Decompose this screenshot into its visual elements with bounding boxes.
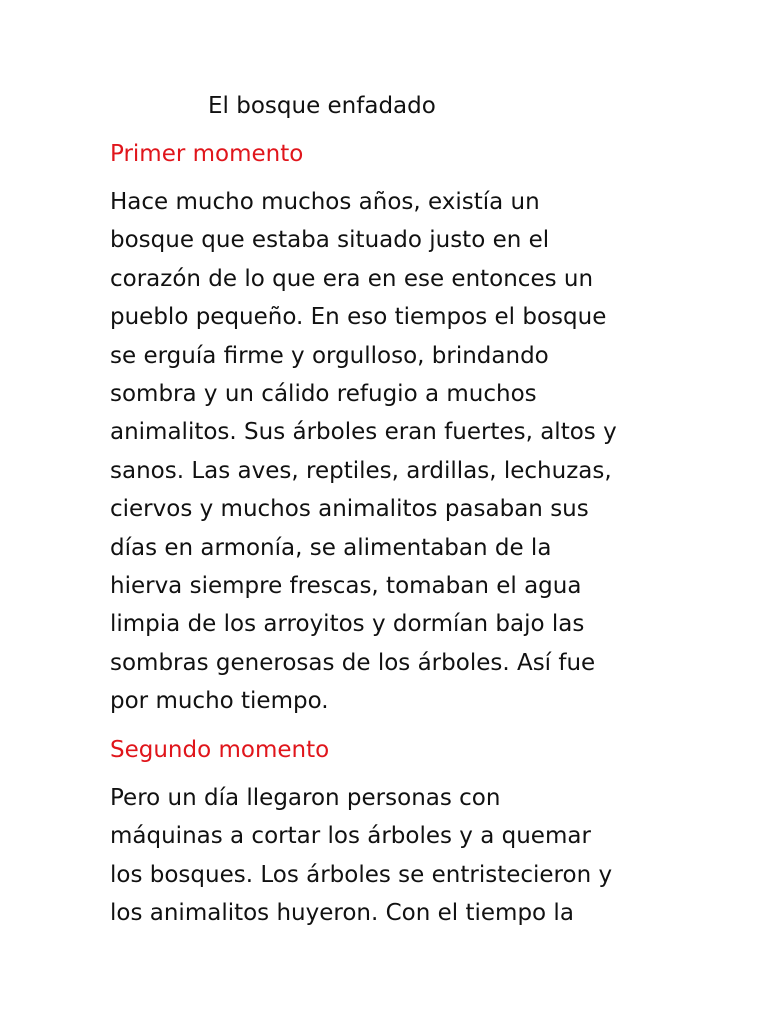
paragraph-line: se erguía firme y orgulloso, brindando (110, 342, 549, 369)
section-paragraph-segundo-momento (110, 782, 670, 936)
paragraph-line: hierva siempre frescas, tomaban el agua (110, 572, 582, 599)
paragraph-line: ciervos y muchos animalitos pasaban sus (110, 496, 589, 523)
paragraph-line: sombras generosas de los árboles. Así fue (110, 649, 596, 676)
paragraph-line: por mucho tiempo. (110, 688, 329, 715)
document-title: El bosque enfadado (208, 93, 436, 119)
section-heading-segundo-momento: Segundo momento (110, 737, 330, 763)
paragraph-line: bosque que estaba situado justo en el (110, 227, 550, 254)
paragraph-line: corazón de lo que era en ese entonces un (110, 265, 594, 292)
paragraph-line: máquinas a cortar los árboles y a quemar (110, 823, 591, 850)
paragraph-line: Hace mucho muchos años, existía un (110, 189, 540, 215)
paragraph-line: limpia de los arroyitos y dormían bajo las (110, 611, 585, 638)
section-heading-primer-momento: Primer momento (110, 141, 304, 167)
paragraph-line: Pero un día llegaron personas con (110, 785, 501, 811)
paragraph-line: animalitos. Sus árboles eran fuertes, altos y (110, 419, 617, 446)
paragraph-line: días en armonía, se alimentaban de la (110, 534, 552, 561)
paragraph-line: sanos. Las aves, reptiles, ardillas, lechuzas, (110, 457, 612, 484)
paragraph-line: los animalitos huyeron. Con el tiempo la (110, 900, 574, 927)
section-paragraph-primer-momento (110, 186, 670, 723)
paragraph-line: sombra y un cálido refugio a muchos (110, 380, 537, 407)
paragraph-line: los bosques. Los árboles se entristecieron y (110, 861, 613, 888)
paragraph-line: pueblo pequeño. En eso tiempos el bosque (110, 304, 607, 331)
